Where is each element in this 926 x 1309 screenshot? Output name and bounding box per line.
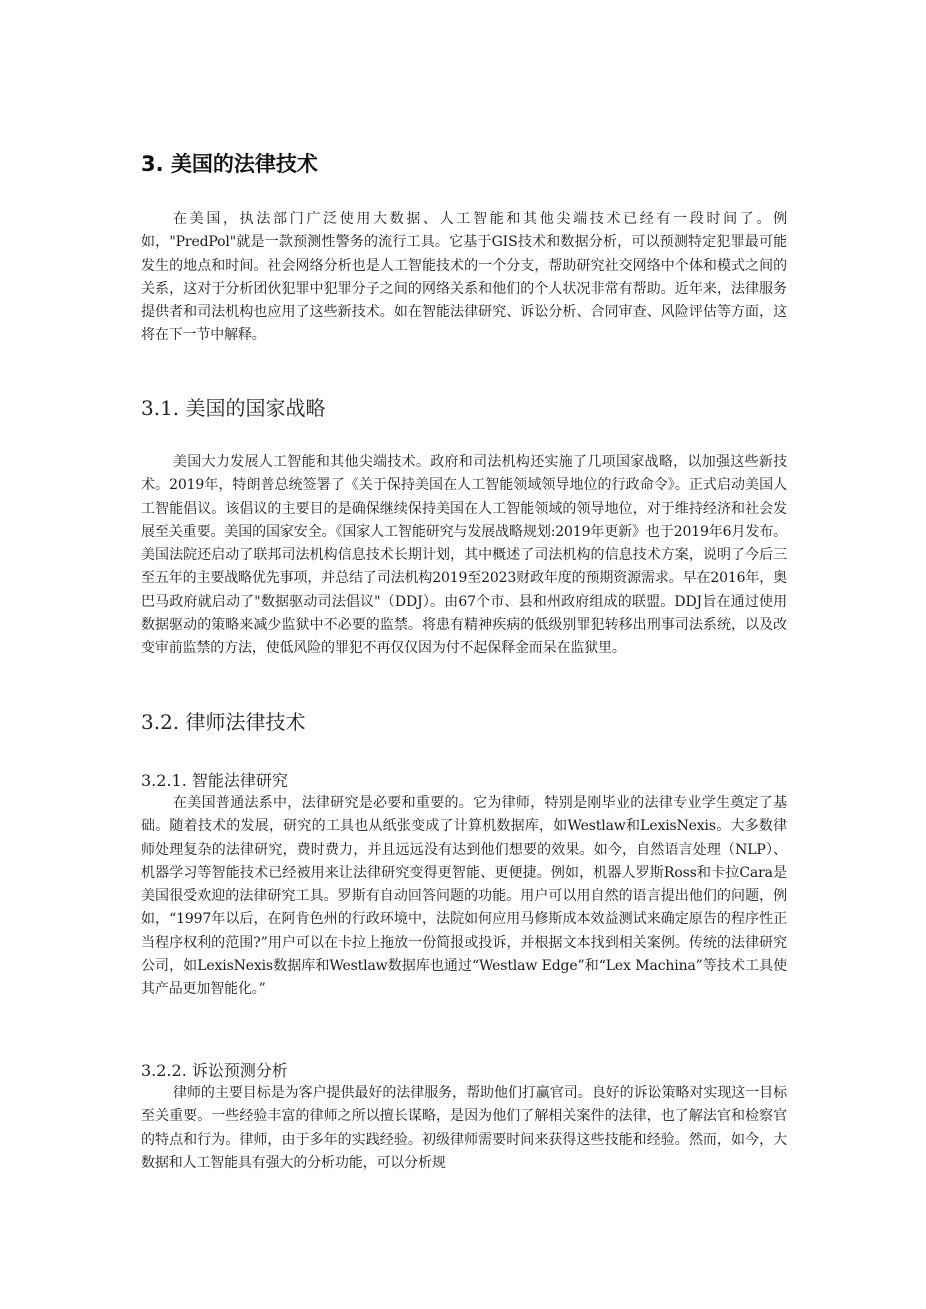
section-3-heading: 3. 美国的法律技术 bbox=[141, 152, 318, 176]
section-3-2-2-heading: 3.2.2. 诉讼预测分析 bbox=[141, 1061, 288, 1080]
section-3-2-heading: 3.2. 律师法律技术 bbox=[141, 710, 306, 734]
section-3-2-1-paragraph: 在美国普通法系中，法律研究是必要和重要的。它为律师，特别是刚毕业的法律专业学生奠定了基础。随着技术的发展，研究的工具也从纸张变成了计算机数据库，如Westlaw和LexisNexis。大多数律师处理复杂的法律研究，费时费力，并且远远没有达到他们想要的效果。如今，自然语言处理（NLP）、机器学习等智能技术已经被用来让法律研究变得更智能、更便捷。例如，机器人罗斯Ross和卡拉Cara是美国很受欢迎的法律研究工具。罗斯有自动回答问题的功能。用户可以用自然的语言提出他们的问题，例如，“1997年以后，在阿肯色州的行政环境中，法院如何应用马修斯成本效益测试来确定原告的程序性正当程序权利的范围?”用户可以在卡拉上拖放一份简报或投诉，并根据文本找到相关案例。传统的法律研究公司，如LexisNexis数据库和Westlaw数据库也通过“Westlaw Edge”和“Lex Machina”等技术工具使其产品更加智能化。” bbox=[141, 795, 787, 998]
section-3-1-heading: 3.1. 美国的国家战略 bbox=[141, 396, 326, 420]
section-3-2-2-paragraph: 律师的主要目标是为客户提供最好的法律服务，帮助他们打赢官司。良好的诉讼策略对实现这一目标至关重要。一些经验丰富的律师之所以擅长谋略，是因为他们了解相关案件的法律，也了解法官和检察官的特点和行为。律师，由于多年的实践经验。初级律师需要时间来获得这些技能和经验。然而，如今，大数据和人工智能具有强大的分析功能，可以分析规 bbox=[141, 1085, 787, 1171]
section-3-2-1-heading: 3.2.1. 智能法律研究 bbox=[141, 771, 288, 790]
section-3-paragraph: 在美国，执法部门广泛使用大数据、人工智能和其他尖端技术已经有一段时间了。例如，"PredPol"就是一款预测性警务的流行工具。它基于GIS技术和数据分析，可以预测特定犯罪最可能发生的地点和时间。社会网络分析也是人工智能技术的一个分支，帮助研究社交网络中个体和模式之间的关系，这对于分析团伙犯罪中犯罪分子之间的网络关系和他们的个人状况非常有帮助。近年来，法律服务提供者和司法机构也应用了这些新技术。如在智能法律研究、诉讼分析、合同审查、风险评估等方面，这将在下一节中解释。 bbox=[141, 211, 787, 344]
section-3-1-paragraph: 美国大力发展人工智能和其他尖端技术。政府和司法机构还实施了几项国家战略，以加强这些新技术。2019年，特朗普总统签署了《关于保持美国在人工智能领域领导地位的行政命令》。正式启动美国人工智能倡议。该倡议的主要目的是确保继续保持美国在人工智能领域的领导地位，对于维持经济和社会发展至关重要。美国的国家安全。《国家人工智能研究与发展战略规划:2019年更新》也于2019年6月发布。美国法院还启动了联邦司法机构信息技术长期计划，其中概述了司法机构的信息技术方案，说明了今后三至五年的主要战略优先事项，并总结了司法机构2019至2023财政年度的预期资源需求。早在2016年，奥巴马政府就启动了"数据驱动司法倡议"（DDJ）。由67个市、县和州政府组成的联盟。DDJ旨在通过使用数据驱动的策略来减少监狱中不必要的监禁。将患有精神疾病的低级别罪犯转移出刑事司法系统，以及改变审前监禁的方法，使低风险的罪犯不再仅仅因为付不起保释金而呆在监狱里。 bbox=[141, 454, 787, 657]
